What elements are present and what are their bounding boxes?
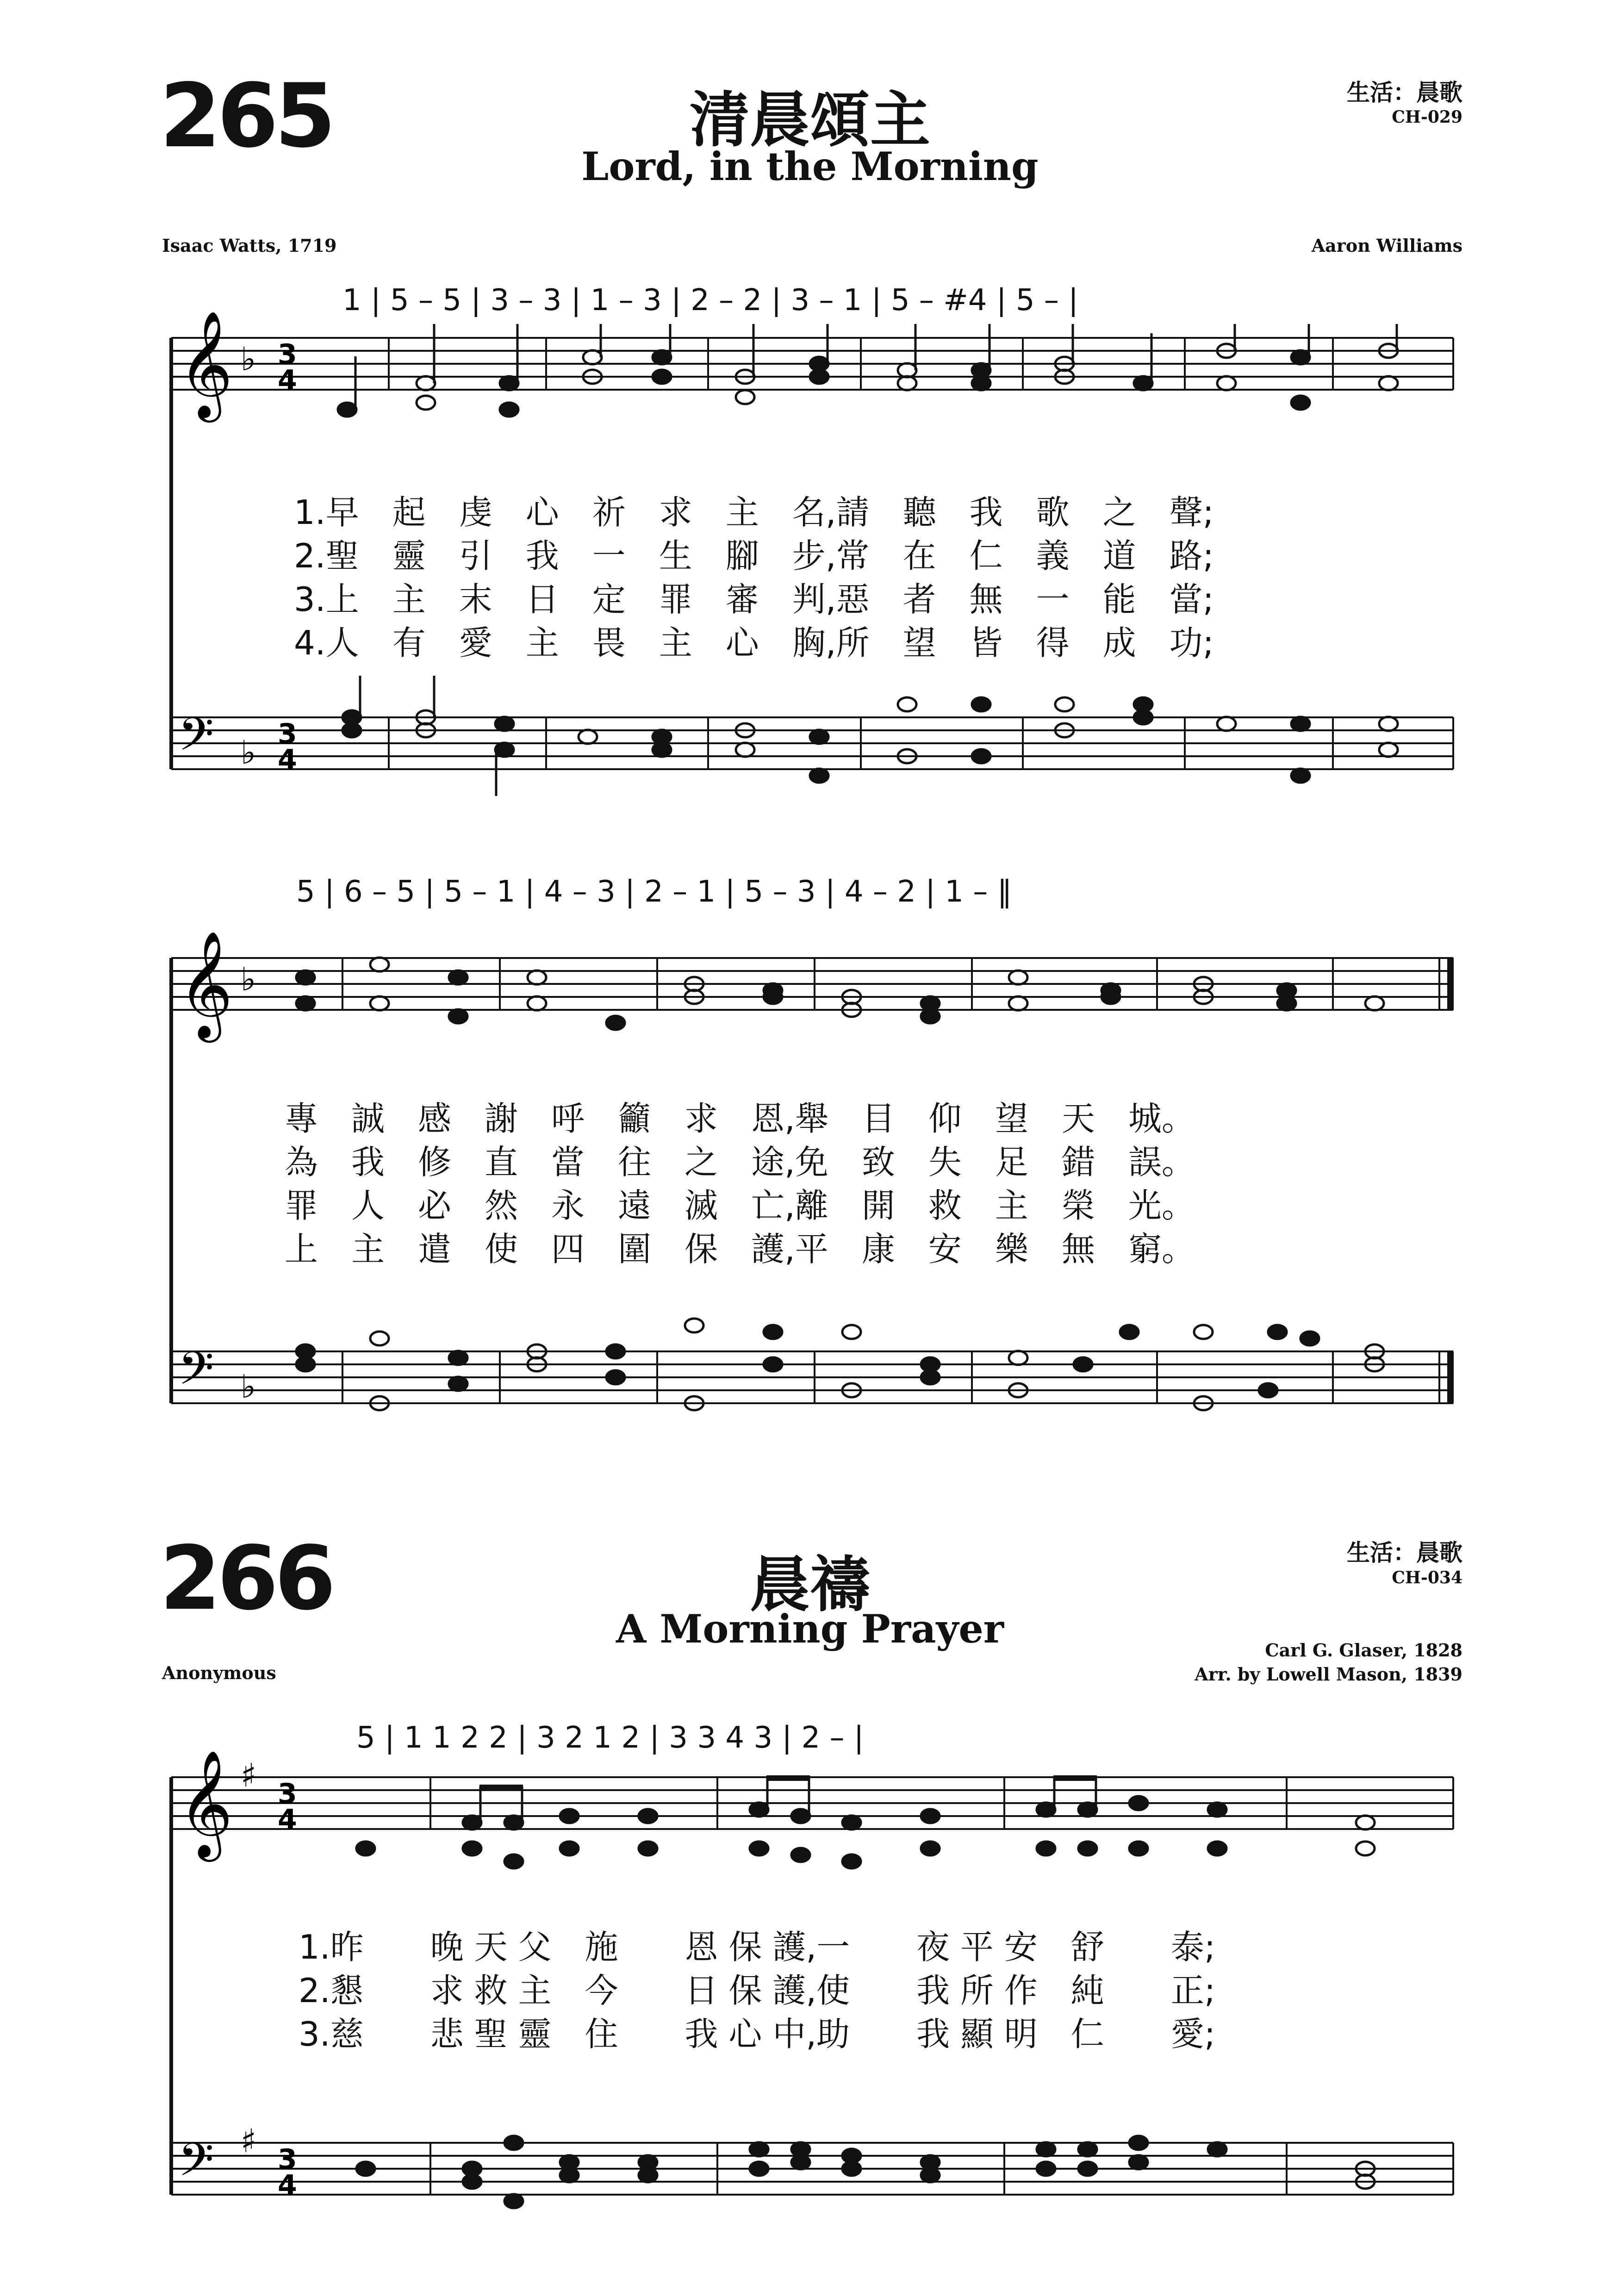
hymn-number: 266	[160, 1527, 332, 1630]
words-credit: Isaac Watts, 1719	[162, 235, 337, 256]
arranger-credit: Arr. by Lowell Mason, 1839	[1195, 1664, 1462, 1685]
hymn-code: CH-029	[1392, 107, 1462, 127]
hymn-title-chinese: 清晨頌主	[689, 85, 930, 155]
lyrics-verse-4: 4.人 有 愛 主 畏 主 心 胸,所 望 皆 得 成 功;	[294, 623, 1214, 662]
svg-text:♭: ♭	[241, 960, 256, 998]
treble-clef-icon: 𝄞	[178, 310, 233, 418]
lyrics-verse-2: 為 我 修 直 當 往 之 途,免 致 失 足 錯 誤。	[285, 1143, 1195, 1182]
lyrics-verse-3: 3.上 主 末 日 定 罪 審 判,惡 者 無 一 能 當;	[294, 580, 1214, 619]
svg-text:♭: ♭	[241, 734, 256, 772]
lyrics-verse-2: 2.聖 靈 引 我 一 生 腳 步,常 在 仁 義 道 路;	[294, 536, 1214, 575]
hymn-category: 生活：晨歌	[1347, 79, 1462, 106]
svg-text:♭: ♭	[241, 1368, 256, 1406]
lyrics-verse-3: 罪 人 必 然 永 遠 滅 亡,離 開 救 主 榮 光。	[285, 1186, 1195, 1225]
svg-text:4: 4	[278, 744, 297, 776]
lyrics-verse-2: 2.懇 求 救 主 今 日 保 護,使 我 所 作 純 正;	[299, 1971, 1216, 2010]
svg-text:♯: ♯	[241, 2122, 256, 2160]
bass-staff-system-1	[171, 717, 1453, 769]
treble-clef-icon: 𝄞	[178, 930, 233, 1038]
hymn-number: 265	[160, 65, 332, 167]
svg-text:3: 3	[278, 338, 297, 371]
words-credit: Anonymous	[162, 1662, 276, 1683]
bass-clef-icon: 𝄢	[178, 1342, 214, 1406]
svg-text:3: 3	[278, 718, 297, 750]
lyrics-verse-1: 1.昨 晚 天 父 施 恩 保 護,一 夜 平 安 舒 泰;	[299, 1928, 1216, 1966]
numbered-notation-line: 5 | 1 1 2 2 | 3 2 1 2 | 3 3 4 3 | 2 – |	[356, 1721, 864, 1755]
music-credit: Aaron Williams	[1311, 235, 1462, 256]
treble-staff-system-2	[171, 958, 1453, 1010]
hymn-category: 生活：晨歌	[1347, 1539, 1462, 1566]
svg-text:4: 4	[278, 1804, 297, 1836]
numbered-notation-line: 1 | 5 – 5 | 3 – 3 | 1 – 3 | 2 – 2 | 3 – 1 | 5 – #4 | 5 – |	[342, 283, 1078, 317]
lyrics-verse-3: 3.慈 悲 聖 靈 住 我 心 中,助 我 顯 明 仁 愛;	[299, 2015, 1216, 2053]
svg-text:3: 3	[278, 2143, 297, 2176]
lyrics-verse-4: 上 主 遣 使 四 圍 保 護,平 康 安 樂 無 窮。	[285, 1230, 1195, 1269]
bass-clef-icon: 𝄢	[178, 2134, 214, 2198]
numbered-notation-line: 5 | 6 – 5 | 5 – 1 | 4 – 3 | 2 – 1 | 5 – 3 | 4 – 2 | 1 – ‖	[296, 875, 1012, 909]
svg-text:3: 3	[278, 1778, 297, 1810]
treble-staff-hymn-266	[171, 1777, 1453, 1829]
svg-text:♭: ♭	[241, 340, 256, 378]
treble-clef-icon: 𝄞	[178, 1749, 233, 1857]
music-credit: Carl G. Glaser, 1828	[1265, 1640, 1462, 1661]
bass-clef-icon: 𝄢	[178, 708, 214, 772]
svg-text:4: 4	[278, 2169, 297, 2202]
lyrics-verse-1: 專 誠 感 謝 呼 籲 求 恩,舉 目 仰 望 天 城。	[285, 1099, 1195, 1138]
hymn-title-english: A Morning Prayer	[616, 1606, 1004, 1652]
lyrics-verse-1: 1.早 起 虔 心 祈 求 主 名,請 聽 我 歌 之 聲;	[294, 493, 1214, 532]
svg-text:♯: ♯	[241, 1756, 256, 1794]
hymn-title-english: Lord, in the Morning	[581, 143, 1039, 189]
svg-text:4: 4	[278, 364, 297, 397]
hymn-title-chinese: 晨禱	[749, 1549, 870, 1620]
hymn-code: CH-034	[1392, 1568, 1462, 1587]
